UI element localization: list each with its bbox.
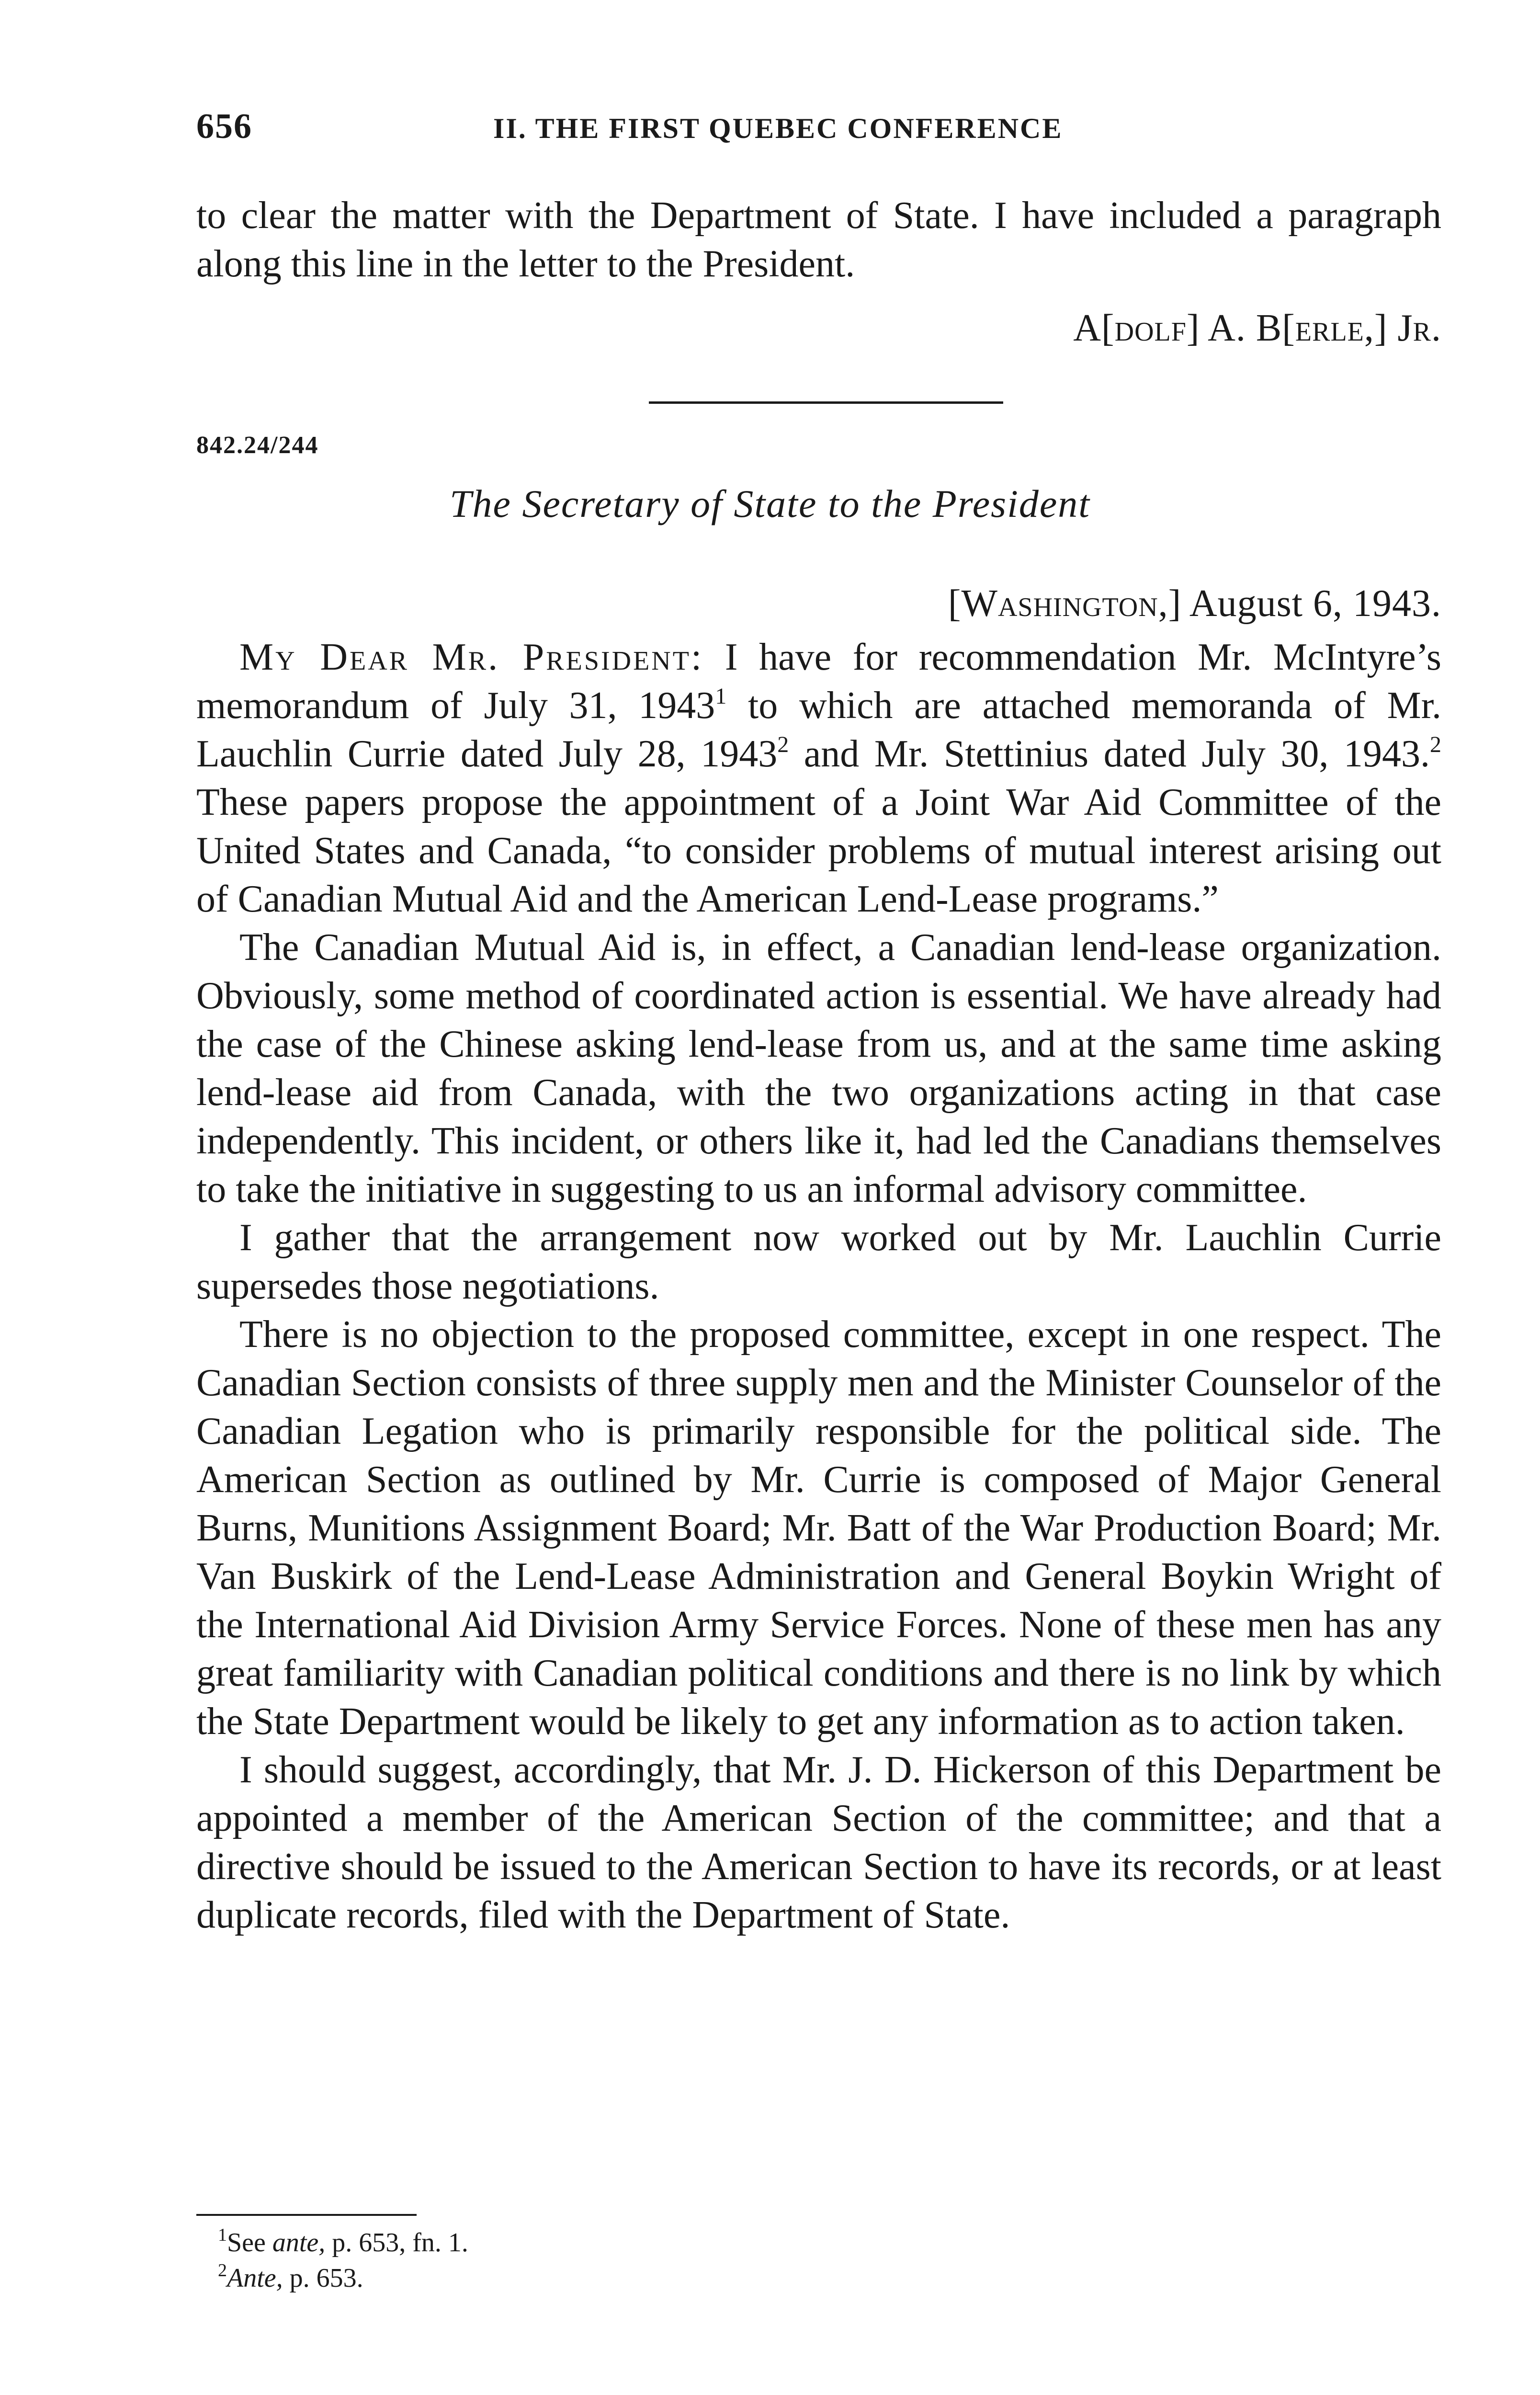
paragraph-text: I have for recommendation Mr. McIntyre’s memorandum of July 31, 1943 (196, 636, 1441, 727)
letter-paragraph (196, 633, 1441, 924)
continuation-paragraph: to clear the matter with the Department of State. I have included a paragraph along this line in the letter to the President. (196, 194, 1441, 285)
dateline (948, 582, 1441, 626)
running-head: II. THE FIRST QUEBEC CONFERENCE (493, 113, 1063, 144)
letter-paragraph: The Canadian Mutual Aid is, in effect, a Canadian lend-lease organization. Obviously, some method of coordinated action is essential. We have already had the case of the Chinese asking lend-lease from us, and at the same time asking lend-lease aid from Canada, with the two organizations acting in that case independently. This incident, or others like it, had led the Canadians themselves to take the initiative in suggesting to us an informal advisory committee. (196, 926, 1441, 1210)
page-header (196, 106, 1441, 154)
signature-bracket-erle: [erle,] (1282, 307, 1388, 349)
footnote-italic: Ante, (227, 2263, 283, 2293)
document-title: The Secretary of State to the President (449, 482, 1091, 525)
signature (1073, 307, 1441, 350)
footnote-text: p. 653. (283, 2263, 363, 2293)
file-number: 842.24/244 (196, 432, 319, 459)
footnote-reference: 2 (777, 732, 789, 757)
paragraph-text: to which are attached memoranda of Mr. Lauchlin Currie dated July 28, 1943 (196, 684, 1441, 775)
footnote-mark: 2 (218, 2260, 227, 2281)
footnote-reference: 1 (715, 684, 727, 709)
signature-suffix: Jr. (1387, 307, 1441, 349)
letter-paragraph: I should suggest, accordingly, that Mr. J. D. Hickerson of this Department be appointed a member of the American Section of the committee; and that a directive should be issued to the American Section to have its records, or at least duplicate records, filed with the Department of State. (196, 1749, 1441, 1936)
section-divider (649, 401, 1003, 404)
dateline-place: [Washington,] (948, 582, 1182, 625)
letter-paragraph: There is no objection to the proposed committee, except in one respect. The Canadian Section consists of three supply men and the Minister Counselor of the Canadian Legation who is primarily responsible for the political side. The American Section as outlined by Mr. Currie is composed of Major General Burns, Munitions Assignment Board; Mr. Batt of the War Production Board; Mr. Van Buskirk of the Lend-Lease Administration and General Boykin Wright of the International Aid Division Army Service Forces. None of these men has any great familiarity with Canadian political conditions and there is no link by which the State Department would be likely to get any information as to action taken. (196, 1313, 1441, 1743)
signature-initial-b: A. B (1200, 307, 1282, 349)
footnotes (218, 2225, 468, 2296)
salutation: My Dear Mr. President: (239, 636, 704, 678)
continuation-text (196, 192, 1441, 288)
footnote-text: See (227, 2228, 272, 2258)
letter-paragraph: I gather that the arrangement now worked out by Mr. Lauchlin Currie supersedes those negotiations. (196, 1217, 1441, 1307)
page-number: 656 (196, 107, 252, 146)
footnote-italic: ante, (272, 2228, 326, 2258)
footnote-reference: 2 (1430, 732, 1442, 757)
footnote-text: p. 653, fn. 1. (325, 2228, 468, 2258)
footnote-divider (196, 2214, 417, 2216)
footnote (218, 2225, 468, 2260)
signature-bracket-dolf: [dolf] (1101, 307, 1200, 349)
footnote (218, 2260, 468, 2296)
paragraph-text: These papers propose the appointment of a Joint War Aid Committee of the United States and Canada, “to consider problems of mutual interest arising out of Canadian Mutual Aid and the American Lend-Lease programs.” (196, 781, 1441, 920)
signature-initial-a: A (1073, 307, 1102, 349)
paragraph-text: and Mr. Stettinius dated July 30, 1943. (789, 733, 1430, 775)
letter-body (196, 633, 1441, 1939)
footnote-mark: 1 (218, 2225, 227, 2245)
dateline-date: August 6, 1943. (1181, 582, 1441, 625)
